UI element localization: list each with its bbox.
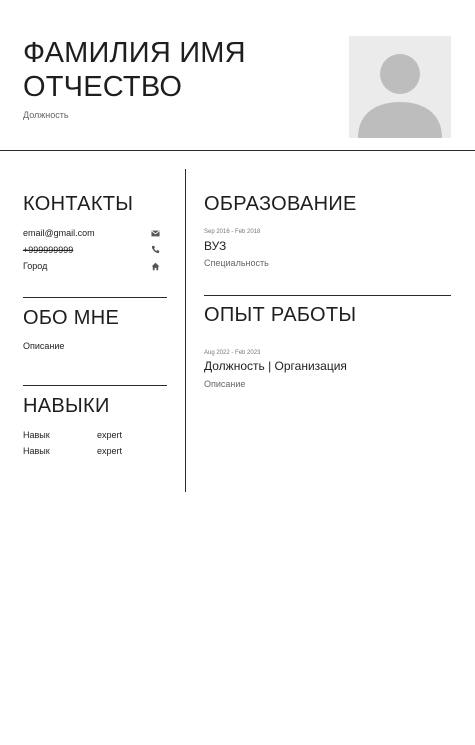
job-position: Должность xyxy=(23,110,69,120)
avatar-icon xyxy=(349,36,451,138)
experience-dates: Aug 2022 - Feb 2023 xyxy=(204,350,261,356)
experience-description: Описание xyxy=(204,379,246,389)
contacts-heading: КОНТАКТЫ xyxy=(23,193,134,215)
experience-heading: ОПЫТ РАБОТЫ xyxy=(204,304,357,326)
about-divider xyxy=(23,385,167,386)
contacts-divider xyxy=(23,297,167,298)
skill-level: expert xyxy=(97,446,123,456)
about-heading: ОБО МНЕ xyxy=(23,307,120,329)
full-name xyxy=(23,36,323,104)
skill-name: Навык xyxy=(23,430,50,440)
skill-level: expert xyxy=(97,430,123,440)
header-divider xyxy=(0,150,475,151)
envelope-icon xyxy=(151,229,160,238)
about-description: Описание xyxy=(23,341,65,351)
education-heading: ОБРАЗОВАНИЕ xyxy=(204,193,357,215)
skill-name: Навык xyxy=(23,446,50,456)
experience-title: Должность | Организация xyxy=(204,359,347,373)
contact-city: Город xyxy=(23,261,48,271)
name-line-1: ФАМИЛИЯ ИМЯ xyxy=(23,37,246,69)
contact-phone[interactable]: +999999999 xyxy=(23,245,74,255)
education-divider xyxy=(204,295,451,296)
name-line-2: ОТЧЕСТВО xyxy=(23,71,183,103)
phone-icon xyxy=(151,245,160,254)
profile-photo-placeholder xyxy=(349,36,451,138)
contact-email[interactable]: email@gmail.com xyxy=(23,228,95,238)
skills-heading: НАВЫКИ xyxy=(23,395,110,417)
education-dates: Sep 2016 - Feb 2018 xyxy=(204,229,261,235)
education-institution: ВУЗ xyxy=(204,239,227,253)
education-specialty: Специальность xyxy=(204,258,269,268)
home-icon xyxy=(151,262,160,271)
column-divider xyxy=(185,169,186,492)
